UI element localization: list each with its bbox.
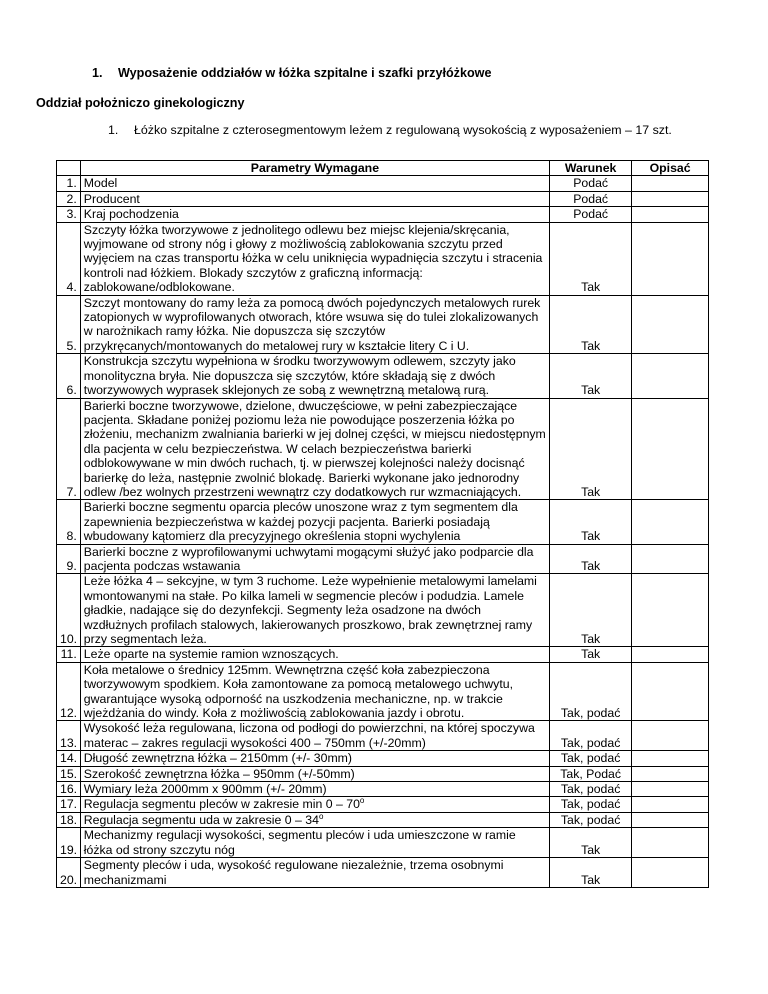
row-parameter-text: Model	[83, 176, 118, 191]
row-describe-cell[interactable]	[632, 191, 709, 206]
row-condition: Tak, podać	[550, 782, 632, 797]
row-condition: Podać	[550, 176, 632, 191]
row-parameter-text: Szczyty łóżka tworzywowe z jednolitego odlewu bez miejsc klejenia/skręcania, wyjmowane od strony nóg i głowy z możliwością zablokowania szczytu przed wyjęciem na czas transportu łóżka w celu uniknięcia wypadnięcia szczytu i stracenia kontroli nad łóżkiem. Blokady szczytów z graficzną informacją: zablokowane/odblokowane.	[83, 222, 543, 295]
row-condition: Tak	[550, 354, 632, 398]
table-row	[57, 574, 709, 647]
row-condition: Tak, podać	[550, 662, 632, 721]
row-number: 20.	[57, 858, 81, 888]
row-parameter	[80, 207, 549, 222]
row-condition: Tak	[550, 647, 632, 662]
row-parameter	[80, 222, 549, 295]
row-number: 17.	[57, 797, 81, 812]
row-number: 7.	[57, 398, 81, 500]
table-row	[57, 354, 709, 398]
row-number: 18.	[57, 812, 81, 827]
table-row	[57, 500, 709, 544]
row-condition: Tak	[550, 858, 632, 888]
row-number: 9.	[57, 544, 81, 574]
row-describe-cell[interactable]	[632, 398, 709, 500]
row-describe-cell[interactable]	[632, 662, 709, 721]
row-parameter	[80, 782, 549, 797]
row-describe-cell[interactable]	[632, 354, 709, 398]
header-describe: Opisać	[632, 161, 709, 176]
row-parameter-text: Regulacja segmentu pleców w zakresie min 0 – 70	[83, 797, 360, 812]
row-parameter	[80, 191, 549, 206]
row-condition: Tak, podać	[550, 721, 632, 751]
table-row	[57, 544, 709, 574]
row-number: 5.	[57, 295, 81, 354]
row-parameter	[80, 812, 549, 827]
row-describe-cell[interactable]	[632, 222, 709, 295]
row-describe-cell[interactable]	[632, 544, 709, 574]
row-condition: Tak, podać	[550, 751, 632, 766]
row-parameter	[80, 751, 549, 766]
table-row	[57, 662, 709, 721]
table-row	[57, 797, 709, 812]
row-condition: Tak	[550, 222, 632, 295]
table-row	[57, 858, 709, 888]
table-row	[57, 222, 709, 295]
row-parameter-text: Producent	[83, 191, 140, 206]
table-row	[57, 295, 709, 354]
row-parameter-text: Szczyt montowany do ramy leża za pomocą dwóch pojedynczych metalowych rurek zatopionych w wyprofilowanych otworach, które wsuwa się do tulei zlokalizowanych w narożnikach ramy łóżka. Nie dopuszcza się szczytów przykręcanych/montowanych do metalowej rury w kształcie litery C i U.	[83, 295, 541, 353]
row-parameter-text: Leże łóżka 4 – sekcyjne, w tym 3 ruchome. Leże wypełnienie metalowymi lamelami wmontowanymi na stałe. Po kilka lameli w segmencie pleców i podudzia. Lamele gładkie, nadające się do dezynfekcji. Segmenty leża osadzone na dwóch wzdłużnych profilach stalowych, lakierowanych proszkowo, brak zewnętrznej ramy przy segmentach leża.	[83, 574, 537, 646]
row-describe-cell[interactable]	[632, 797, 709, 812]
row-condition: Tak	[550, 828, 632, 858]
row-parameter-text: Barierki boczne z wyprofilowanymi uchwytami mogącymi służyć jako podparcie dla pacjenta podczas wstawania	[83, 544, 534, 573]
section-title: Wyposażenie oddziałów w łóżka szpitalne i szafki przyłóżkowe	[118, 66, 492, 80]
row-number: 11.	[57, 647, 81, 662]
row-number: 12.	[57, 662, 81, 721]
row-parameter-text: Barierki boczne tworzywowe, dzielone, dwuczęściowe, w pełni zabezpieczające pacjenta. Składane poniżej poziomu leża nie powodujące poszerzenia łóżka po złożeniu, mechanizm zwalniania barierki w jej dolnej części, w miejscu niedostępnym dla pacjenta w celu bezpieczeństwa. W celach bezpieczeństwa barierki odblokowywane w min dwóch ruchach, tj. w pierwszej kolejności należy docisnąć barierkę do leża, następnie zwolnić blokadę. Barierki wykonane jako jednorodny odlew /bez wolnych przestrzeni wewnątrz czy dodatkowych rur wzmacniających.	[83, 398, 546, 499]
row-parameter	[80, 858, 549, 888]
table-body	[57, 176, 709, 888]
row-describe-cell[interactable]	[632, 812, 709, 827]
row-parameter	[80, 500, 549, 544]
row-parameter-text: Regulacja segmentu uda w zakresie 0 – 34	[83, 812, 319, 827]
header-condition: Warunek	[550, 161, 632, 176]
row-number: 8.	[57, 500, 81, 544]
row-number: 13.	[57, 721, 81, 751]
header-params: Parametry Wymagane	[80, 161, 549, 176]
row-condition: Tak	[550, 295, 632, 354]
table-row	[57, 176, 709, 191]
department-heading: Oddział położniczo ginekologiczny	[36, 96, 245, 110]
row-describe-cell[interactable]	[632, 176, 709, 191]
row-describe-cell[interactable]	[632, 295, 709, 354]
row-parameter	[80, 398, 549, 500]
row-parameter-text: Wymiary leża 2000mm x 900mm (+/- 20mm)	[83, 782, 327, 797]
header-nr	[57, 161, 81, 176]
row-parameter	[80, 544, 549, 574]
row-condition: Podać	[550, 191, 632, 206]
row-parameter	[80, 662, 549, 721]
row-number: 4.	[57, 222, 81, 295]
row-parameter-text: Barierki boczne segmentu oparcia pleców unoszone wraz z tym segmentem dla zapewnienia bezpieczeństwa w każdej pozycji pacjenta. Barierki posiadają wbudowany kątomierz dla precyzyjnego określenia stopni wychylenia	[83, 500, 518, 544]
row-condition: Tak, podać	[550, 812, 632, 827]
table-header-row	[57, 161, 709, 176]
row-describe-cell[interactable]	[632, 751, 709, 766]
row-parameter-text: Segmenty pleców i uda, wysokość regulowane niezależnie, trzema osobnymi mechanizmami	[83, 858, 504, 887]
row-parameter	[80, 647, 549, 662]
row-number: 10.	[57, 574, 81, 647]
row-describe-cell[interactable]	[632, 500, 709, 544]
row-number: 1.	[57, 176, 81, 191]
row-describe-cell[interactable]	[632, 207, 709, 222]
row-parameter	[80, 797, 549, 812]
row-parameter	[80, 766, 549, 781]
row-parameter-text: Konstrukcja szczytu wypełniona w środku tworzywowym odlewem, szczyty jako monolityczna bryła. Nie dopuszcza się szczytów, które składają się z dwóch tworzywowych wyprasek sklejonych ze sobą z wewnętrzną metalową rurą.	[83, 354, 516, 398]
item-text: Łóżko szpitalne z czterosegmentowym leżem z regulowaną wysokością z wyposażeniem – 17 szt.	[134, 123, 672, 137]
row-describe-cell[interactable]	[632, 828, 709, 858]
row-number: 19.	[57, 828, 81, 858]
row-number: 14.	[57, 751, 81, 766]
degree-superscript: o	[318, 811, 324, 821]
row-parameter-text: Koła metalowe o średnicy 125mm. Wewnętrzna część koła zabezpieczona tworzywowym spodkiem. Koła zamontowane za pomocą metalowego uchwytu, gwarantujące wysoką odporność na uszkodzenia mechaniczne, np. w trakcie wjeżdżania do windy. Koła z możliwością zablokowania jazdy i obrotu.	[83, 662, 514, 721]
row-parameter	[80, 574, 549, 647]
table-row	[57, 207, 709, 222]
row-parameter-text: Wysokość leża regulowana, liczona od podłogi do powierzchni, na której spoczywa materac – zakres regulacji wysokości 400 – 750mm (+/-20mm)	[83, 721, 535, 750]
table-row	[57, 398, 709, 500]
degree-superscript: o	[359, 796, 365, 806]
parameters-table	[56, 160, 709, 888]
row-condition: Tak, Podać	[550, 766, 632, 781]
row-parameter	[80, 354, 549, 398]
row-describe-cell[interactable]	[632, 766, 709, 781]
row-condition: Podać	[550, 207, 632, 222]
row-number: 15.	[57, 766, 81, 781]
table-row	[57, 812, 709, 827]
table-row	[57, 647, 709, 662]
row-describe-cell[interactable]	[632, 721, 709, 751]
item-number: 1.	[108, 123, 119, 137]
row-number: 16.	[57, 782, 81, 797]
row-condition: Tak	[550, 544, 632, 574]
row-describe-cell[interactable]	[632, 858, 709, 888]
row-parameter-text: Szerokość zewnętrzna łóżka – 950mm (+/-50mm)	[83, 766, 355, 781]
row-describe-cell[interactable]	[632, 647, 709, 662]
row-parameter-text: Mechanizmy regulacji wysokości, segmentu pleców i uda umieszczone w ramie łóżka od strony szczytu nóg	[83, 828, 516, 857]
row-parameter	[80, 295, 549, 354]
row-condition: Tak	[550, 398, 632, 500]
row-parameter-text: Długość zewnętrzna łóżka – 2150mm (+/- 30mm)	[83, 751, 353, 766]
table-row	[57, 828, 709, 858]
row-number: 6.	[57, 354, 81, 398]
row-parameter	[80, 721, 549, 751]
row-parameter-text: Kraj pochodzenia	[83, 207, 179, 222]
table-row	[57, 191, 709, 206]
table-row	[57, 766, 709, 781]
table-row	[57, 782, 709, 797]
row-number: 3.	[57, 207, 81, 222]
row-describe-cell[interactable]	[632, 574, 709, 647]
table-row	[57, 751, 709, 766]
section-number: 1.	[92, 66, 103, 80]
row-parameter	[80, 176, 549, 191]
row-condition: Tak	[550, 500, 632, 544]
row-describe-cell[interactable]	[632, 782, 709, 797]
table-row	[57, 721, 709, 751]
row-condition: Tak	[550, 574, 632, 647]
row-parameter	[80, 828, 549, 858]
row-parameter-text: Leże oparte na systemie ramion wznoszących.	[83, 647, 339, 662]
row-number: 2.	[57, 191, 81, 206]
row-condition: Tak, podać	[550, 797, 632, 812]
